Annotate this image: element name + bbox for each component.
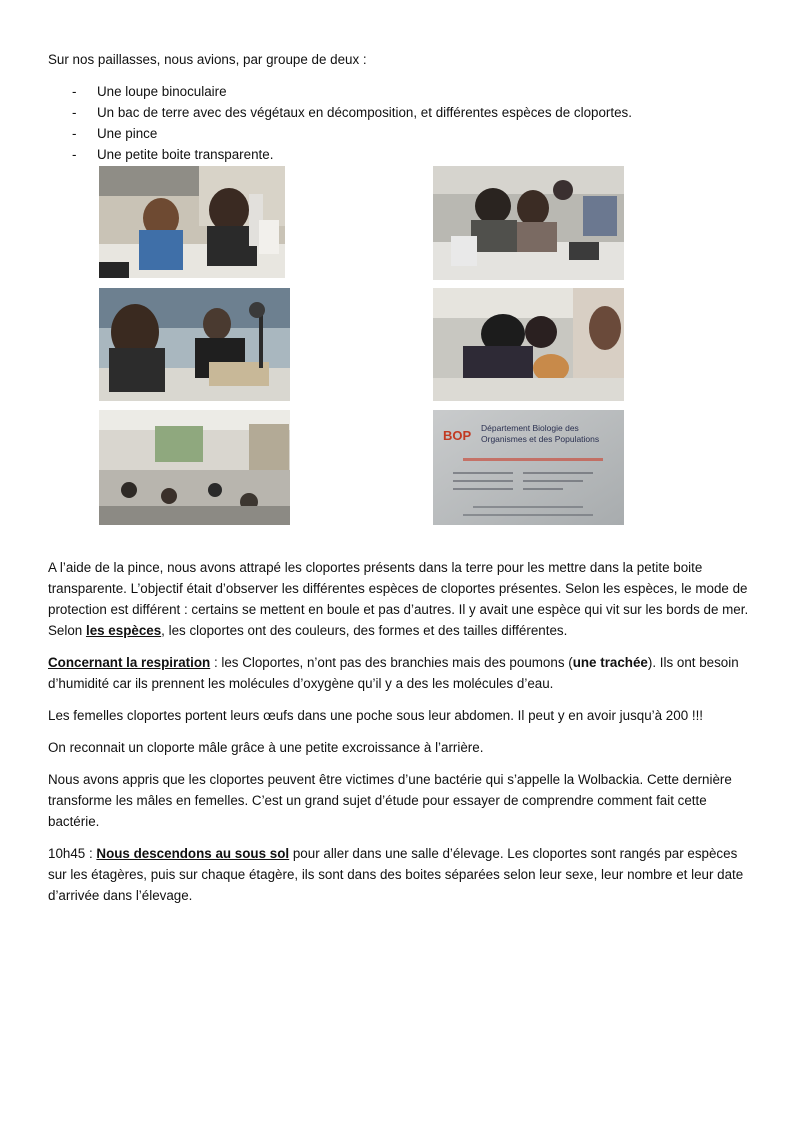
list-item: - Une petite boite transparente. xyxy=(48,144,632,165)
list-dash: - xyxy=(72,147,77,162)
photo-department-sign xyxy=(433,410,624,525)
paragraph-collection: A l’aide de la pince, nous avons attrapé les cloportes présents dans la terre pour les mettre dans la petite boite transparente. L’objectif était d’observer les différentes espèces de cloportes présentes. Selon les espèces, le mode de protection est différent : certains se mettent en boule et pas d’autres. Il y avait une espèce qui vit sur les bords de mer. Selon les espèces, les cloportes ont des couleurs, des formes et des tailles différentes. xyxy=(48,560,749,638)
list-item: - Une pince xyxy=(48,123,632,144)
list-item: - Un bac de terre avec des végétaux en décomposition, et différentes espèces de cloportes. xyxy=(48,102,632,123)
sign-title-line1: Département Biologie des xyxy=(481,423,579,433)
photo-lecture-room xyxy=(99,410,290,525)
photo-students-lamp xyxy=(99,288,290,401)
list-item: - Une loupe binoculaire xyxy=(48,81,632,102)
photo-students-closeup xyxy=(433,288,624,401)
list-dash: - xyxy=(72,105,77,120)
photo-students-binocular-1 xyxy=(99,166,285,278)
paragraph-wolbackia: Nous avons appris que les cloportes peuvent être victimes d’une bactérie qui s’appelle la Wolbackia. Cette dernière transforme les mâles en femelles. C’est un grand sujet d’étude pour essayer de comprendre comment fait cette bactérie. xyxy=(48,772,732,829)
equipment-list xyxy=(48,81,632,165)
paragraph-females: Les femelles cloportes portent leurs œufs dans une poche sous leur abdomen. Il peut y en avoir jusqu’à 200 !!! xyxy=(48,708,704,723)
intro-text: Sur nos paillasses, nous avions, par groupe de deux : xyxy=(48,52,367,67)
sign-logo: BOP xyxy=(443,428,472,443)
sign-title-line2: Organismes et des Populations xyxy=(481,434,600,444)
list-dash: - xyxy=(72,126,77,141)
paragraph-basement: 10h45 : Nous descendons au sous sol pour aller dans une salle d’élevage. Les cloportes sont rangés par espèces sur les étagères, puis sur chaque étagère, ils sont dans des boites séparées selon leur sexe, leur nombre et leur date d’arrivée dans l’élevage. xyxy=(48,846,744,903)
list-dash: - xyxy=(72,84,77,99)
article-body xyxy=(48,557,758,917)
photo-students-binocular-2 xyxy=(433,166,624,280)
paragraph-males: On reconnait un cloporte mâle grâce à une petite excroissance à l’arrière. xyxy=(48,740,484,755)
paragraph-respiration: Concernant la respiration : les Cloportes, n’ont pas des branchies mais des poumons (une trachée). Ils ont besoin d’humidité car ils prennent les molécules d’oxygène qu’il y a des les molécules d’eau. xyxy=(48,655,739,691)
